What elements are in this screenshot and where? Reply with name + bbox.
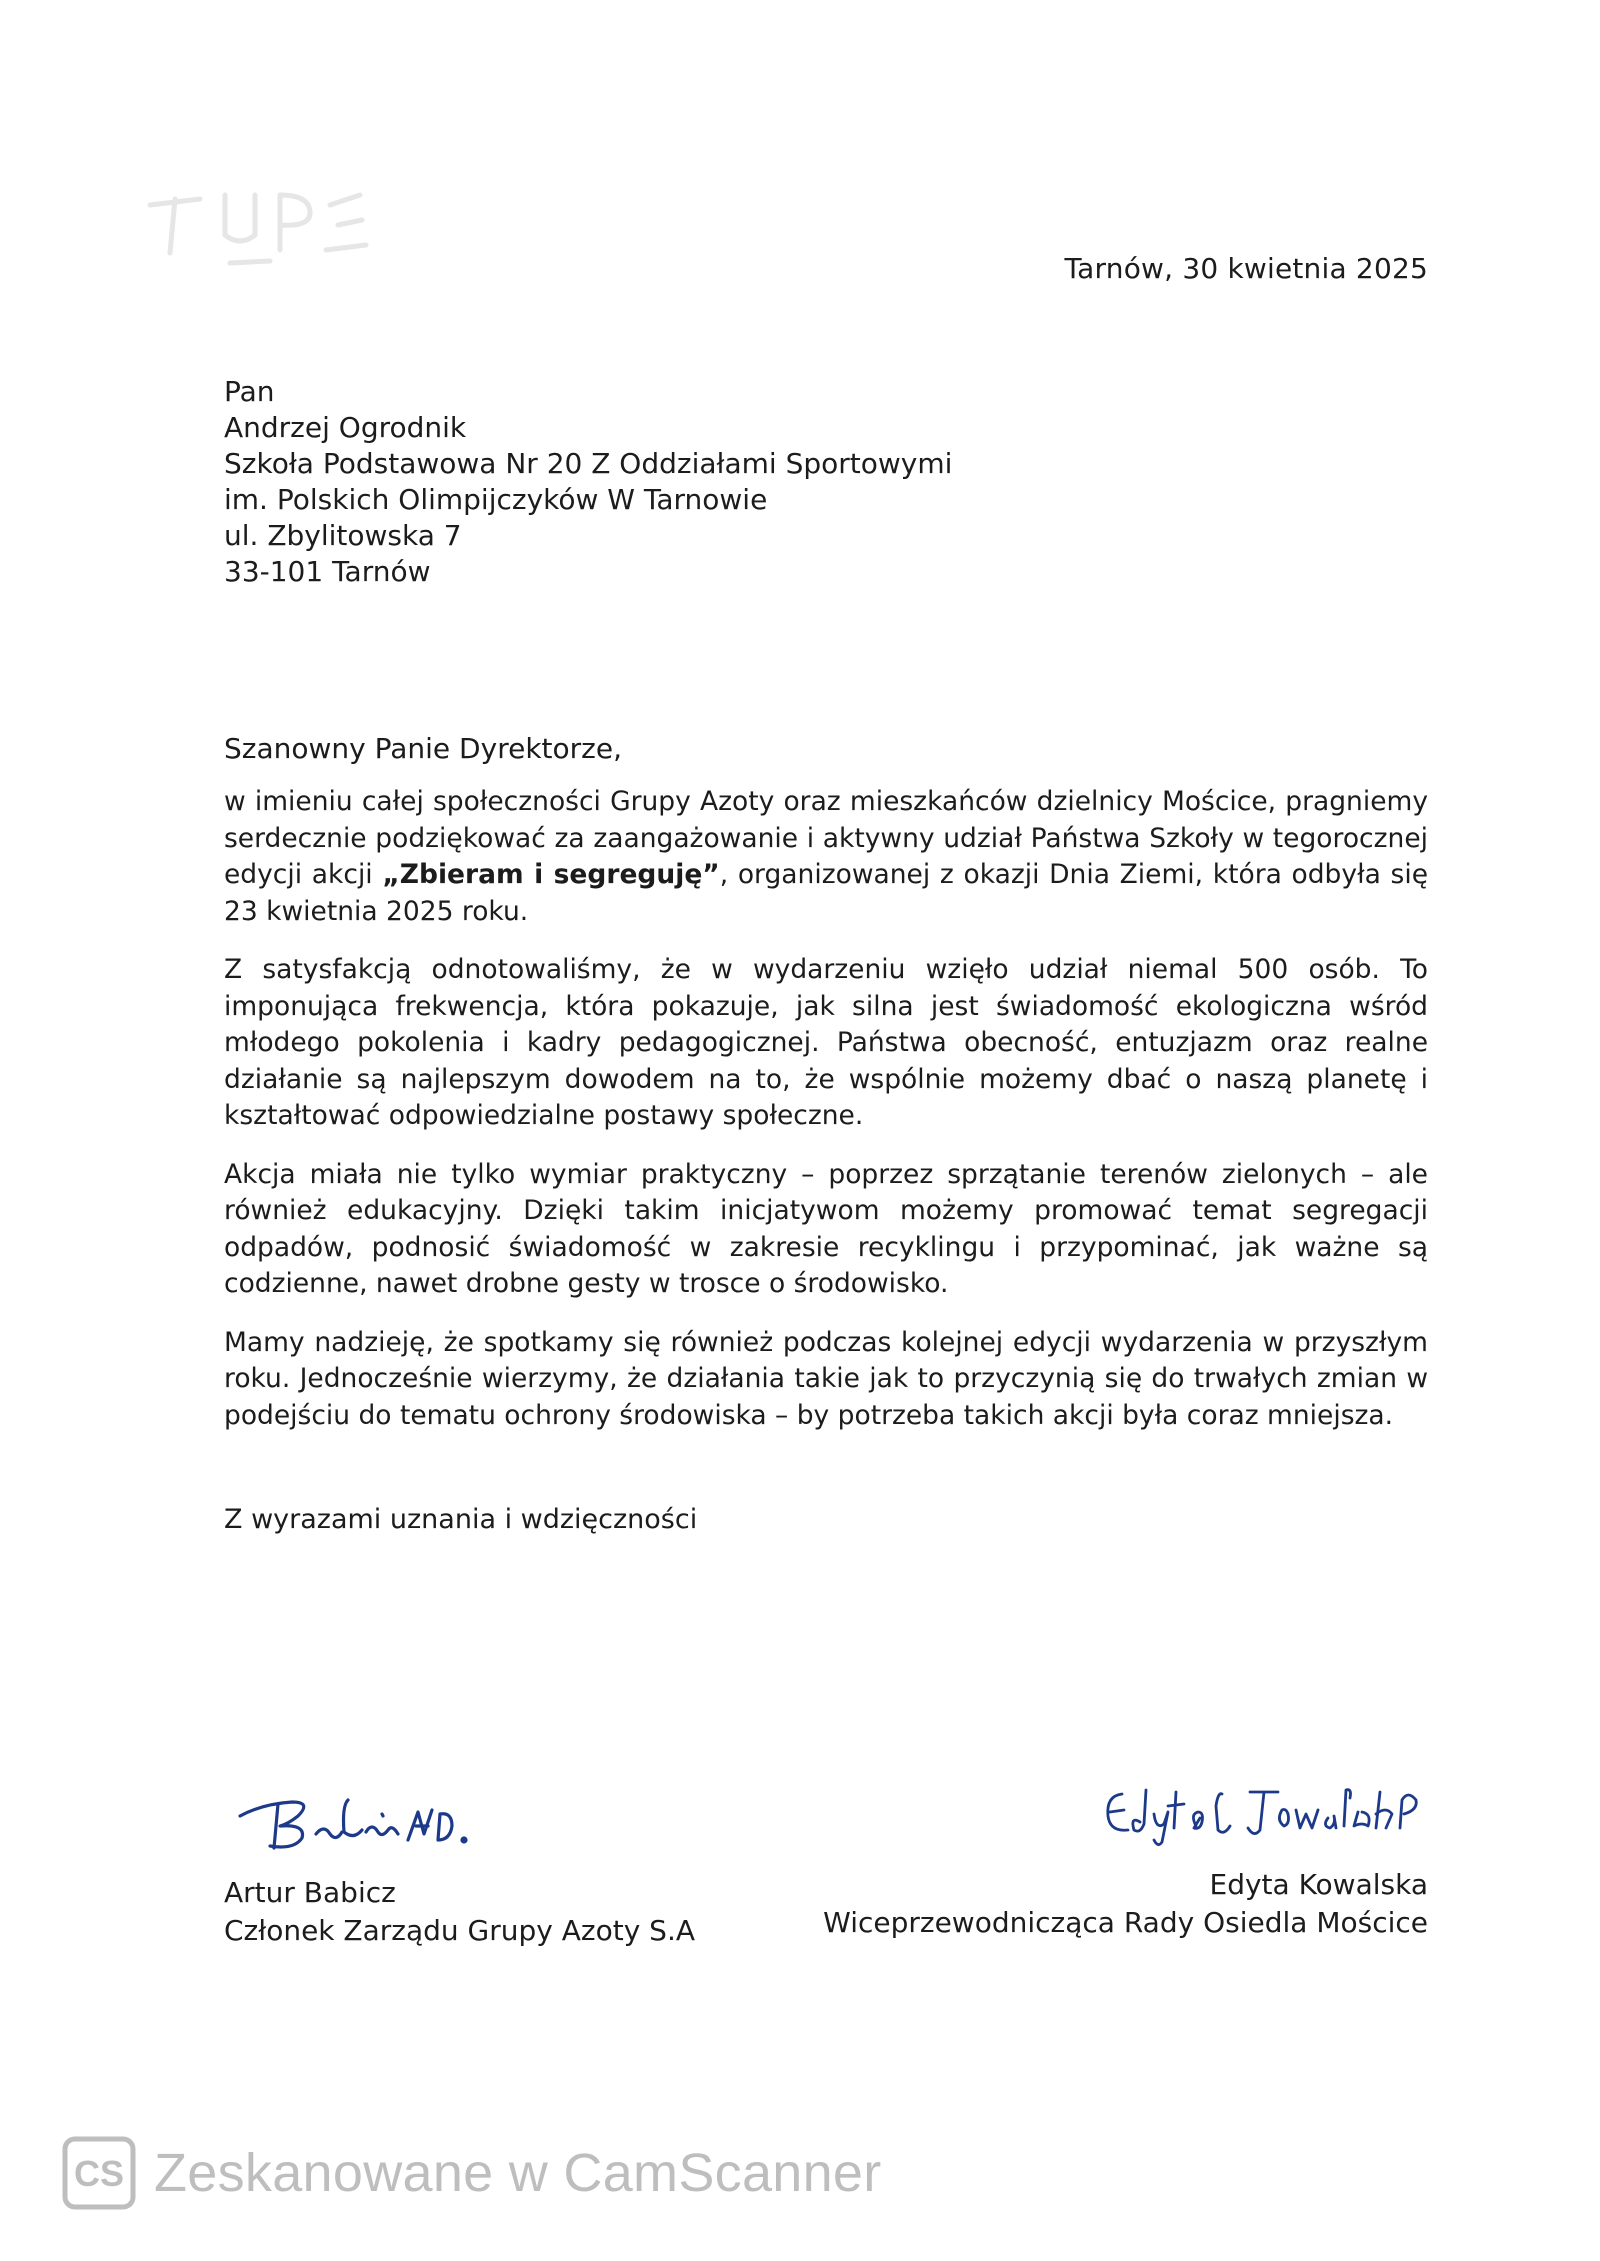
camscanner-watermark-text: Zeskanowane w CamScanner	[154, 2143, 882, 2203]
signatory-left-name: Artur Babicz	[224, 1876, 396, 1909]
signatory-right	[823, 1866, 1428, 1942]
paragraph-2: Z satysfakcją odnotowaliśmy, że w wydarzeniu wzięło udział niemal 500 osób. To imponująca frekwencja, która pokazuje, jak silna jest świadomość ekologiczna wśród młodego pokolenia i kadry pedagogicznej. Państwa obecność, entuzjazm oraz realne działanie są najlepszym dowodem na to, że wspólnie możemy dbać o naszą planetę i kształtować odpowiedzialne postawy społeczne.	[224, 954, 1428, 1131]
letter-body	[224, 784, 1428, 1456]
paragraph-3: Akcja miała nie tylko wymiar praktyczny – poprzez sprzątanie terenów zielonych – ale również edukacyjny. Dzięki takim inicjatywom możemy promować temat segregacji odpadów, podnosić świadomość w zakresie recyklingu i przypominać, jak ważne są codzienne, nawet drobne gesty w trosce o środowisko.	[224, 1158, 1428, 1299]
paragraph-1-end: , organizowanej z okazji Dnia Ziemi, która odbyła się 23 kwietnia 2025 roku.	[224, 859, 1428, 927]
signature-artur-babicz	[232, 1776, 512, 1856]
recipient-title: Pan	[224, 375, 275, 408]
camscanner-watermark	[62, 2136, 882, 2210]
letter-closing: Z wyrazami uznania i wdzięczności	[224, 1504, 698, 1535]
recipient-school-patron: im. Polskich Olimpijczyków W Tarnowie	[224, 483, 768, 516]
recipient-city: 33-101 Tarnów	[224, 555, 431, 588]
recipient-address-block	[224, 374, 952, 590]
faded-logo-mark	[130, 165, 370, 275]
letter-greeting: Szanowny Panie Dyrektorze,	[224, 732, 622, 765]
recipient-school: Szkoła Podstawowa Nr 20 Z Oddziałami Sportowymi	[224, 447, 953, 480]
signatory-left-role: Członek Zarządu Grupy Azoty S.A	[224, 1914, 696, 1947]
signatory-right-name: Edyta Kowalska	[1209, 1868, 1428, 1901]
signatory-left	[224, 1874, 695, 1950]
paragraph-1	[224, 784, 1428, 930]
camscanner-logo-icon	[62, 2136, 136, 2210]
paragraph-1-start: w imieniu całej społeczności Grupy Azoty oraz mieszkańców dzielnicy Mościce, pragniemy serdecznie podziękować za zaangażowanie i aktywny udział Państwa Szkoły w tegorocznej edycji akcji	[224, 786, 1428, 890]
campaign-name: „Zbieram i segreguję”	[382, 859, 720, 890]
camscanner-logo-text: CS	[73, 2153, 125, 2194]
paragraph-4: Mamy nadzieję, że spotkamy się również podczas kolejnej edycji wydarzenia w przyszłym roku. Jednocześnie wierzymy, że działania takie jak to przyczynią się do trwałych zmian w podejściu do tematu ochrony środowiska – by potrzeba takich akcji była coraz mniejsza.	[224, 1326, 1428, 1431]
signature-edyta-kowalska	[1100, 1770, 1440, 1850]
letter-date: Tarnów, 30 kwietnia 2025	[1064, 252, 1428, 285]
recipient-street: ul. Zbylitowska 7	[224, 519, 462, 552]
signatory-right-role: Wiceprzewodnicząca Rady Osiedla Mościce	[823, 1906, 1428, 1939]
recipient-name: Andrzej Ogrodnik	[224, 411, 467, 444]
